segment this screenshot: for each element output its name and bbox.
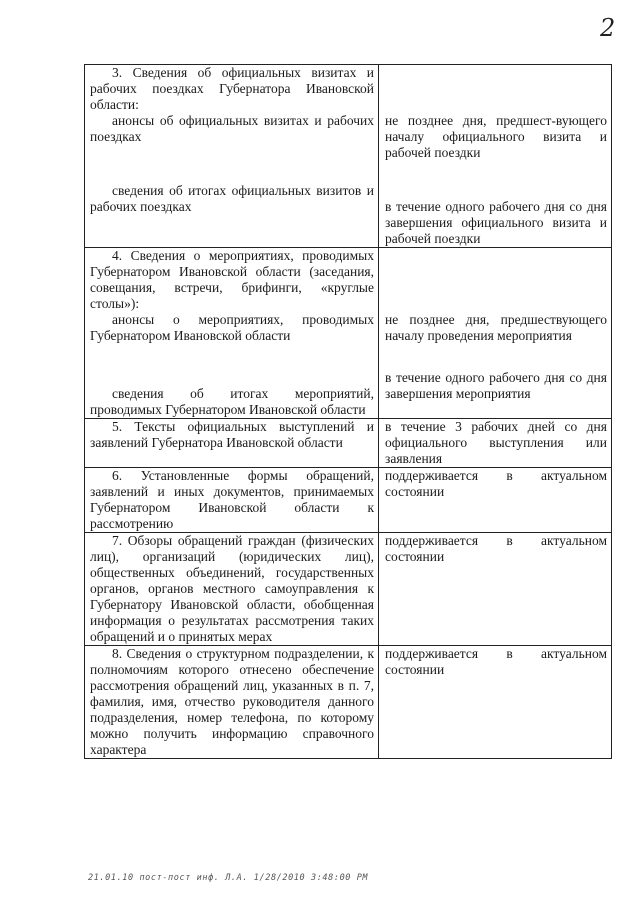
row-description <box>84 533 379 645</box>
row-description <box>84 468 379 532</box>
row-deadline-text: в течение 3 рабочих дней со дня официального выступления или заявления <box>385 419 607 466</box>
table-row <box>84 419 612 468</box>
row-deadline-text: не позднее дня, предшествующего началу проведения мероприятия <box>385 312 607 343</box>
row-text: 8. Сведения о структурном подразделении, к полномочиям которого отнесено обеспечение рассмотрения обращений лиц, указанных в п. 7, фамилия, имя, отчество руководителя данного подразделения, номер телефона, по которому можно получить информацию справочного характера <box>90 646 374 757</box>
table-row <box>84 533 612 646</box>
row-text: 5. Тексты официальных выступлений и заявлений Губернатора Ивановской области <box>90 419 374 450</box>
info-table <box>84 64 612 759</box>
row-description <box>84 65 379 247</box>
row-deadline <box>379 248 612 418</box>
row-deadline-text: поддерживается в актуальном состоянии <box>385 646 607 677</box>
row-deadline <box>379 468 612 532</box>
row-deadline <box>379 646 612 758</box>
row-subitem: сведения об итогах официальных визитов и рабочих поездках <box>90 183 374 214</box>
row-description <box>84 419 379 467</box>
row-text: 7. Обзоры обращений граждан (физических лиц), организаций (юридических лиц), общественных объединений, государственных органов, органов местного самоуправления к Губернатору Ивановской области, обобщенная информация о результатах рассмотрения таких обращений и о принятых мерах <box>90 533 374 644</box>
row-deadline <box>379 65 612 247</box>
row-deadline-text: поддерживается в актуальном состоянии <box>385 468 607 499</box>
page-number: 2 <box>600 14 616 42</box>
row-deadline <box>379 533 612 645</box>
row-deadline-text: не позднее дня, предшест-вующего началу официального визита и рабочей поездки <box>385 113 607 160</box>
row-deadline-text: в течение одного рабочего дня со дня завершения мероприятия <box>385 370 607 401</box>
table-row <box>84 248 612 419</box>
table-row <box>84 468 612 533</box>
row-subitem: анонсы об официальных визитах и рабочих поездках <box>90 113 374 144</box>
row-heading: 4. Сведения о мероприятиях, проводимых Губернатором Ивановской области (заседания, совещания, встречи, брифинги, «круглые столы»): <box>90 248 374 311</box>
table-row <box>84 65 612 248</box>
row-subitem: анонсы о мероприятиях, проводимых Губернатором Ивановской области <box>90 312 374 343</box>
table-row <box>84 646 612 759</box>
row-text: 6. Установленные формы обращений, заявлений и иных документов, принимаемых Губернатором Ивановской области к рассмотрению <box>90 468 374 531</box>
row-deadline-text: в течение одного рабочего дня со дня завершения официального визита и рабочей поездки <box>385 199 607 246</box>
document-footer: 21.01.10 пост-пост инф. Л.А. 1/28/2010 3:48:00 PM <box>88 873 369 883</box>
row-description <box>84 646 379 758</box>
row-description <box>84 248 379 418</box>
row-deadline-text: поддерживается в актуальном состоянии <box>385 533 607 564</box>
row-heading: 3. Сведения об официальных визитах и рабочих поездках Губернатора Ивановской области: <box>90 65 374 112</box>
row-deadline <box>379 419 612 467</box>
row-subitem: сведения об итогах мероприятий, проводимых Губернатором Ивановской области <box>90 386 374 417</box>
